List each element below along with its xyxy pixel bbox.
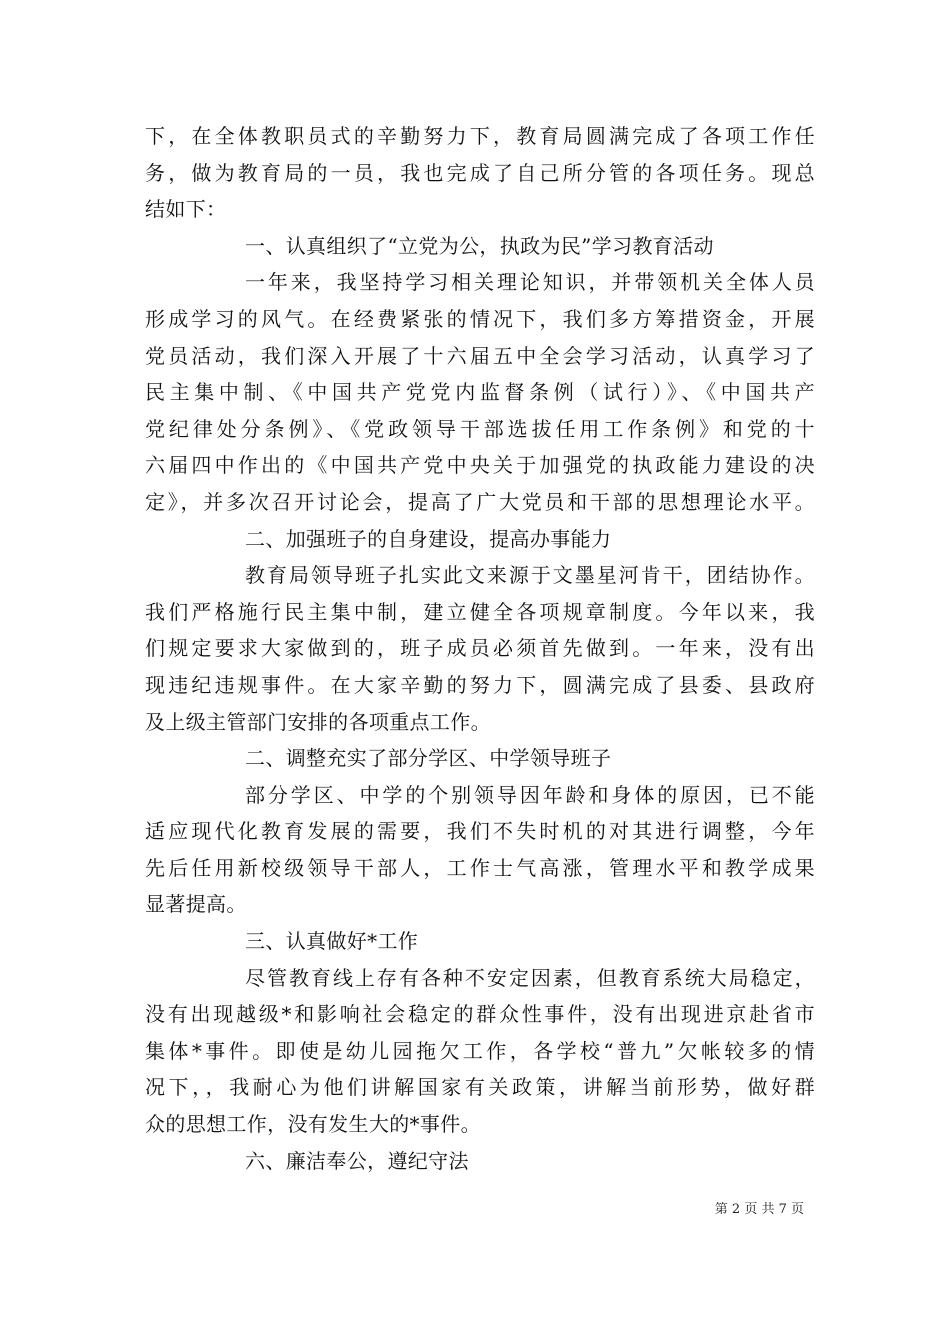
body-line: 尽管教育线上存有各种不安定因素，但教育系统大局稳定，: [245, 965, 815, 990]
body-line: 们规定要求大家做到的，班子成员必须首先做到。一年来，没有出: [145, 636, 815, 661]
body-line: 集体*事件。即使是幼儿园拖欠工作，各学校“普九”欠帐较多的情: [145, 1038, 815, 1063]
document-body: [145, 118, 815, 1179]
section-heading: 二、加强班子的自身建设，提高办事能力: [245, 526, 612, 551]
body-line: 先后任用新校级领导干部人，工作士气高涨，管理水平和教学成果: [145, 855, 815, 880]
body-line: 六届四中作出的《中国共产党中央关于加强党的执政能力建设的决: [145, 453, 815, 478]
body-line: 结如下：: [145, 197, 227, 222]
body-line: 务，做为教育局的一员，我也完成了自己所分管的各项任务。现总: [145, 160, 815, 185]
body-line: 显著提高。: [145, 892, 247, 917]
body-line: 党员活动，我们深入开展了十六届五中全会学习活动，认真学习了: [145, 343, 815, 368]
body-line: 我们严格施行民主集中制，建立健全各项规章制度。今年以来，我: [145, 599, 815, 624]
section-heading: 二、调整充实了部分学区、中学领导班子: [245, 746, 612, 771]
body-line: 教育局领导班子扎实此文来源于文墨星河肯干，团结协作。: [245, 563, 815, 588]
body-line: 下，在全体教职员式的辛勤努力下，教育局圆满完成了各项工作任: [145, 124, 815, 148]
body-line: 众的思想工作，没有发生大的*事件。: [145, 1112, 481, 1137]
section-heading: 三、认真做好*工作: [245, 929, 419, 954]
body-line: 现违纪违规事件。在大家辛勤的努力下，圆满完成了县委、县政府: [145, 672, 815, 697]
page-number-footer: 第 2 页 共 7 页: [714, 1202, 804, 1217]
section-heading: 六、廉洁奉公，遵纪守法: [245, 1148, 469, 1173]
body-line: 适应现代化教育发展的需要，我们不失时机的对其进行调整，今年: [145, 819, 815, 844]
body-line: 况下，，我耐心为他们讲解国家有关政策，讲解当前形势，做好群: [145, 1075, 815, 1100]
body-line: 一年来，我坚持学习相关理论知识，并带领机关全体人员: [245, 270, 815, 295]
body-line: 定》，并多次召开讨论会，提高了广大党员和干部的思想理论水平。: [145, 489, 815, 514]
body-line: 部分学区、中学的个别领导因年龄和身体的原因，已不能: [245, 782, 815, 807]
body-line: 形成学习的风气。在经费紧张的情况下，我们多方筹措资金，开展: [145, 306, 815, 331]
section-heading: 一、认真组织了“立党为公，执政为民”学习教育活动: [245, 233, 714, 258]
body-line: 民主集中制、《中国共产党党内监督条例（试行）》、《中国共产: [145, 380, 815, 405]
body-line: 及上级主管部门安排的各项重点工作。: [145, 709, 491, 734]
body-line: 没有出现越级*和影响社会稳定的群众性事件，没有出现进京赴省市: [145, 1002, 815, 1027]
body-line: 党纪律处分条例》、《党政领导干部选拔任用工作条例》和党的十: [145, 416, 815, 441]
